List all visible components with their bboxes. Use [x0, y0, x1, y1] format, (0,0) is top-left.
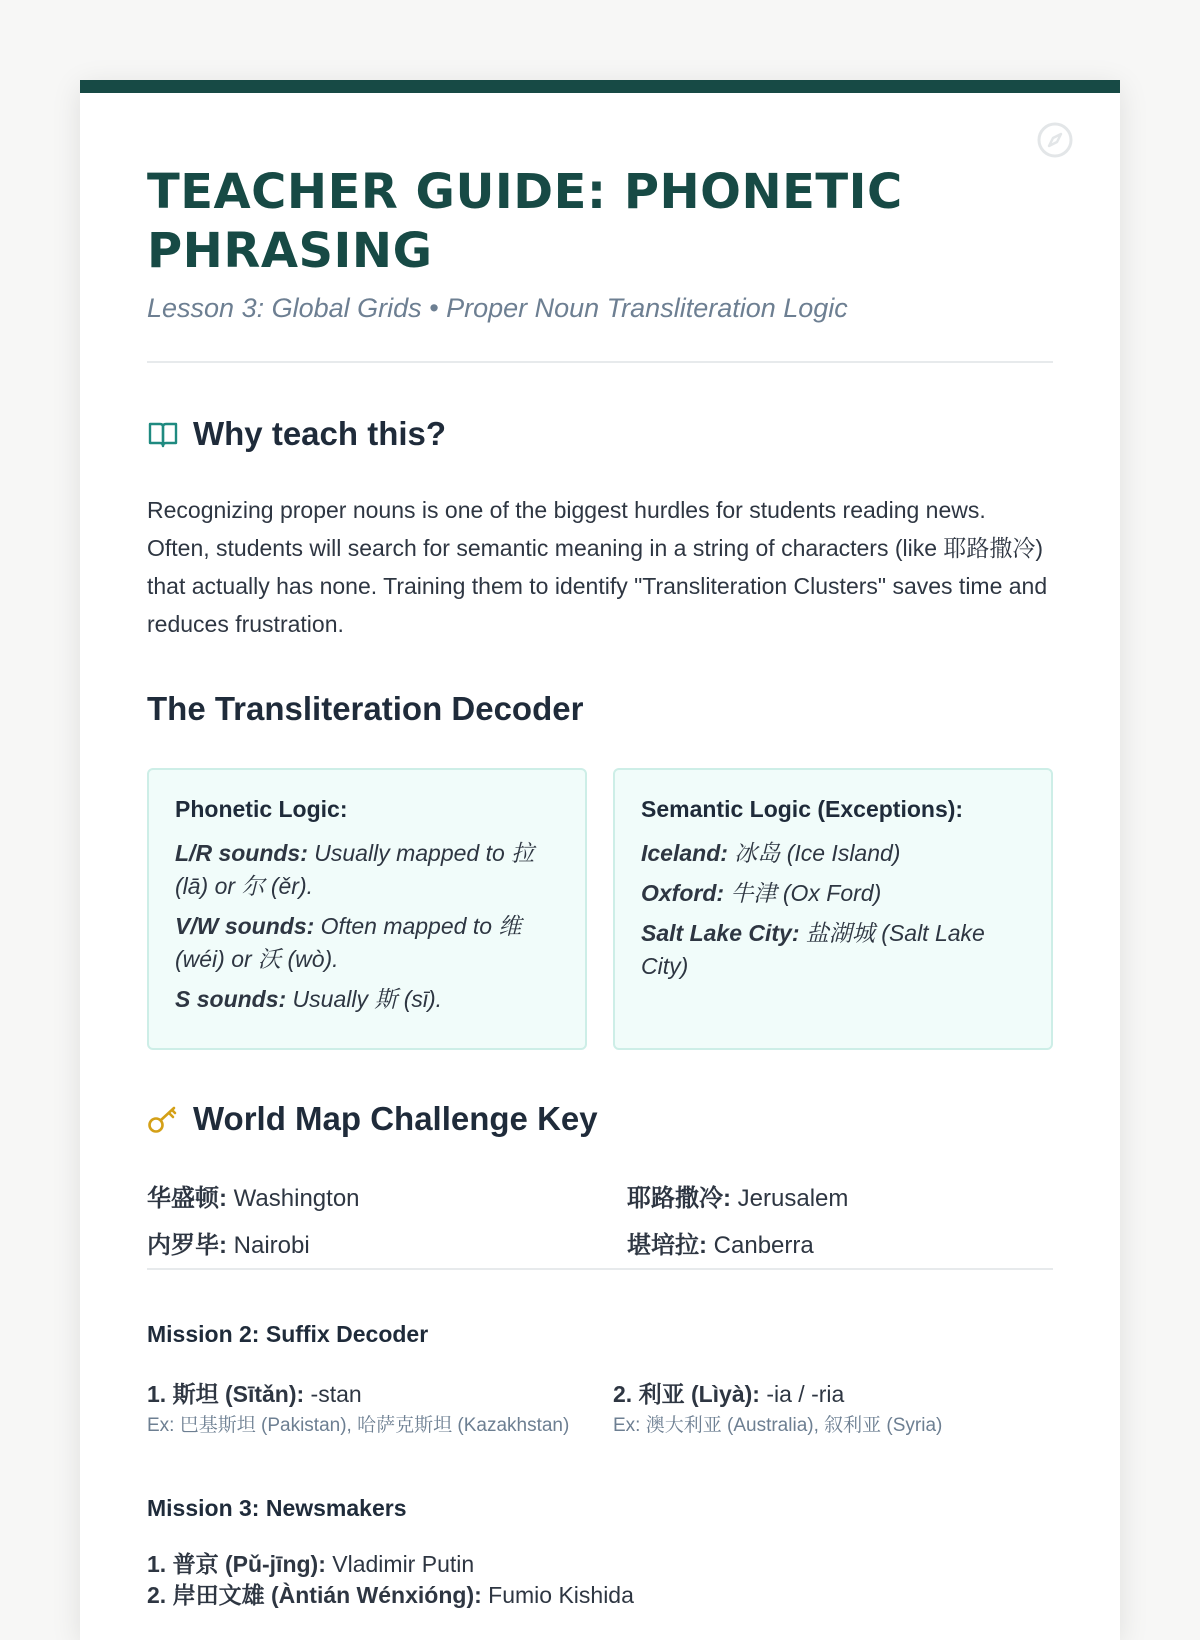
suffix-label: 2. 利亚 (Lìyà):	[613, 1381, 760, 1407]
open-book-icon	[147, 419, 179, 449]
decoder-heading-text: The Transliteration Decoder	[147, 690, 584, 727]
semantic-logic-title: Semantic Logic (Exceptions):	[641, 796, 964, 822]
mission-2-title: Mission 2: Suffix Decoder	[147, 1321, 429, 1347]
decoder-heading	[147, 690, 583, 728]
suffix-value: -stan	[304, 1381, 362, 1407]
newsmaker-item	[147, 1546, 474, 1579]
semantic-item-text: 牛津 (Ox Ford)	[724, 880, 882, 906]
suffix-value: -ia / -ria	[759, 1381, 845, 1407]
phonetic-item	[175, 910, 559, 976]
map-key-zh: 耶路撒冷:	[627, 1185, 731, 1212]
phonetic-item	[175, 837, 559, 903]
phonetic-item	[175, 983, 559, 1016]
suffix-example: Ex: 澳大利亚 (Australia), 叙利亚 (Syria)	[613, 1415, 943, 1436]
map-key-en: Jerusalem	[731, 1185, 849, 1212]
semantic-item-label: Oxford:	[641, 880, 725, 906]
newsmaker-label: 2. 岸田文雄 (Àntián Wénxióng):	[147, 1582, 482, 1608]
map-key-entry	[147, 1178, 360, 1213]
phonetic-item-text: Often mapped to 维 (wéi) or 沃 (wò).	[175, 913, 522, 972]
divider	[147, 1268, 1053, 1270]
phonetic-item-text: Usually mapped to 拉 (lā) or 尔 (ěr).	[175, 840, 535, 899]
semantic-item	[641, 837, 1025, 870]
why-paragraph: Recognizing proper nouns is one of the biggest hurdles for students reading news. Often, students will search for semantic meaning in a string of characters (like 耶路撒冷) that actually has none. Training them to identify "Transliteration Clusters" saves time and reduces frustration.	[147, 497, 1048, 637]
guide-card	[80, 80, 1120, 1640]
map-key-entry	[147, 1225, 310, 1260]
semantic-item	[641, 877, 1025, 910]
phonetic-item-label: V/W sounds:	[175, 913, 315, 939]
suffix-label: 1. 斯坦 (Sītǎn):	[147, 1381, 305, 1407]
suffix-item	[147, 1376, 587, 1439]
suffix-example: Ex: 巴基斯坦 (Pakistan), 哈萨克斯坦 (Kazakhstan)	[147, 1415, 570, 1436]
map-key-zh: 堪培拉:	[627, 1232, 707, 1259]
mission-3-title: Mission 3: Newsmakers	[147, 1495, 407, 1521]
divider	[147, 361, 1053, 363]
map-key-en: Washington	[227, 1185, 360, 1212]
phonetic-logic-box	[147, 768, 587, 1050]
compass-icon	[1036, 121, 1074, 159]
page-subtitle: Lesson 3: Global Grids • Proper Noun Transliteration Logic	[147, 293, 848, 323]
newsmaker-item	[147, 1577, 634, 1610]
phonetic-item-label: S sounds:	[175, 986, 287, 1012]
why-heading	[147, 415, 446, 453]
key-icon	[147, 1103, 179, 1135]
why-heading-text: Why teach this?	[193, 415, 447, 452]
map-key-en: Nairobi	[227, 1232, 310, 1259]
map-key-entry	[627, 1225, 814, 1260]
map-key-zh: 华盛顿:	[147, 1185, 227, 1212]
semantic-item-label: Salt Lake City:	[641, 920, 800, 946]
newsmaker-value: Fumio Kishida	[481, 1582, 634, 1608]
phonetic-logic-title: Phonetic Logic:	[175, 796, 348, 822]
semantic-item	[641, 917, 1025, 983]
newsmaker-value: Vladimir Putin	[325, 1551, 475, 1577]
map-key-zh: 内罗毕:	[147, 1232, 227, 1259]
map-key-entry	[627, 1178, 848, 1213]
semantic-item-text: 冰岛 (Ice Island)	[727, 840, 901, 866]
map-key-en: Canberra	[707, 1232, 814, 1259]
suffix-item	[613, 1376, 1053, 1439]
semantic-item-text: 盐湖城 (Salt Lake City)	[641, 920, 985, 979]
phonetic-item-text: Usually 斯 (sī).	[286, 986, 443, 1012]
semantic-logic-box	[613, 768, 1053, 1050]
semantic-item-label: Iceland:	[641, 840, 728, 866]
newsmaker-label: 1. 普京 (Pǔ-jīng):	[147, 1551, 326, 1577]
map-key-heading	[147, 1100, 598, 1138]
phonetic-item-label: L/R sounds:	[175, 840, 308, 866]
map-key-heading-text: World Map Challenge Key	[193, 1100, 598, 1137]
page-title: TEACHER GUIDE: PHONETIC PHRASING	[147, 164, 903, 279]
